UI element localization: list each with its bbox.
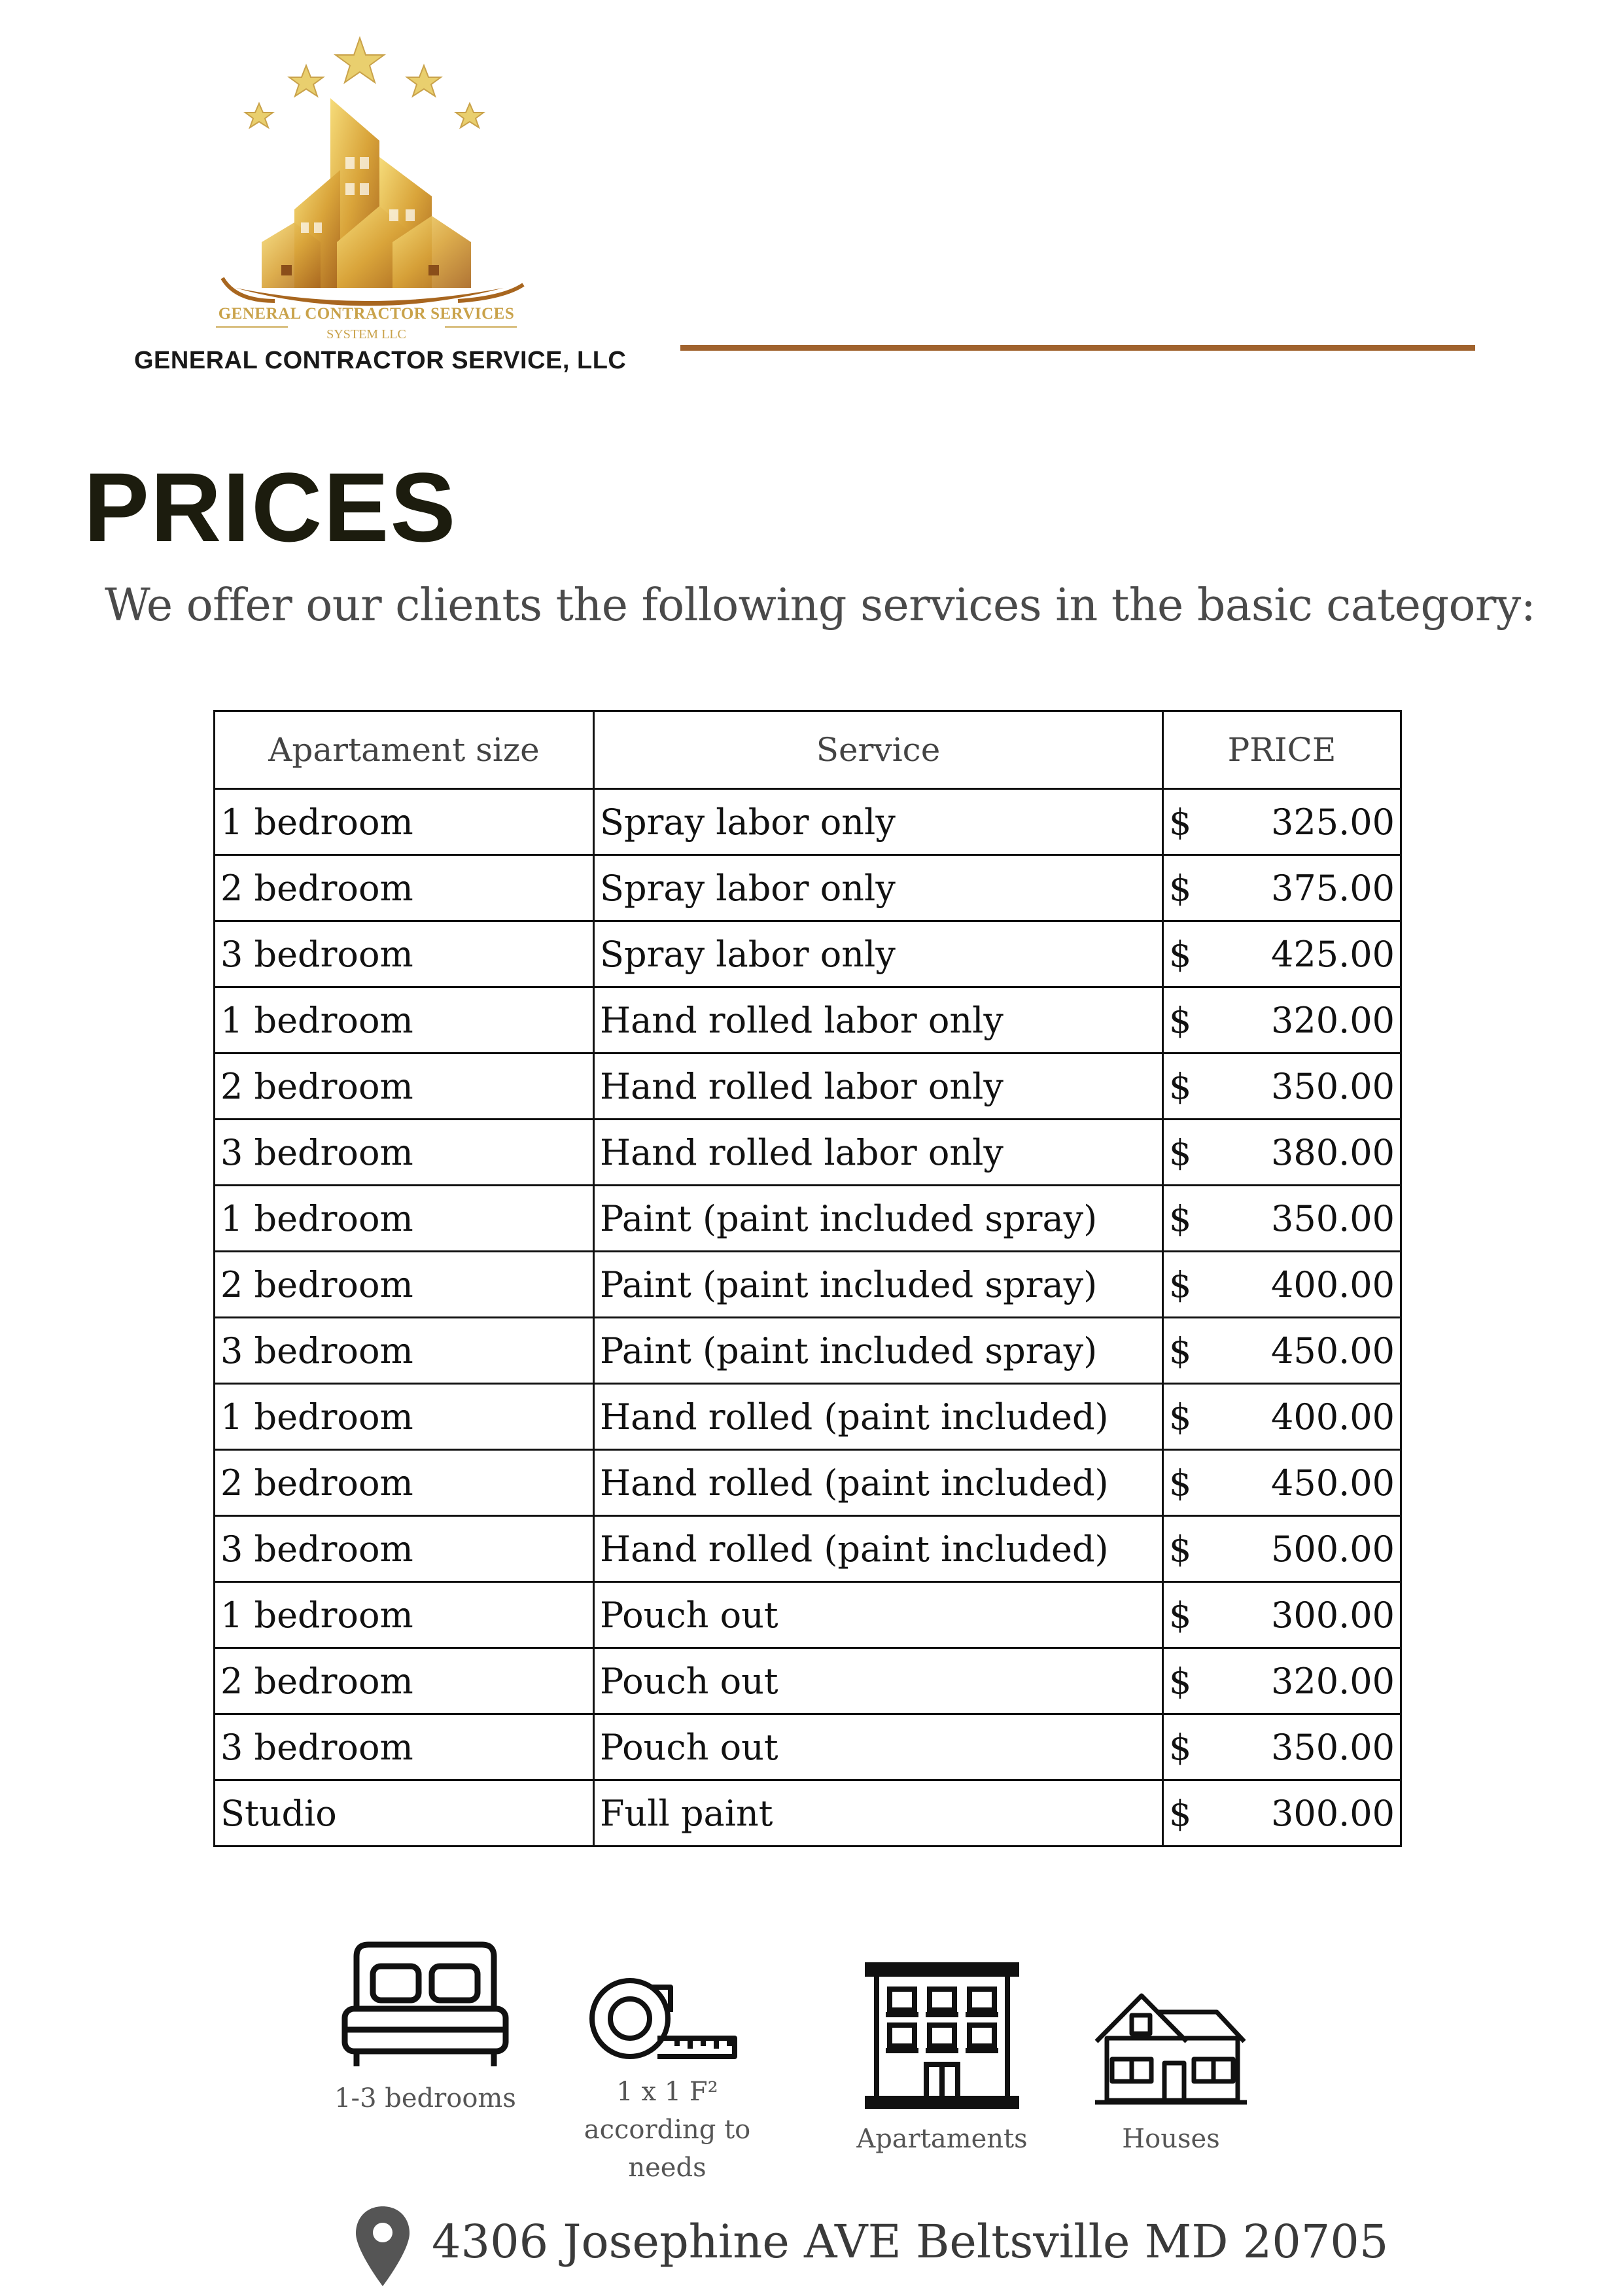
- cell-price: [1163, 1450, 1401, 1516]
- price-amount: 300.00: [1271, 1792, 1395, 1834]
- currency-symbol: $: [1169, 1330, 1192, 1371]
- table-row: [215, 1053, 1401, 1120]
- currency-symbol: $: [1169, 1660, 1192, 1702]
- table-row: [215, 789, 1401, 855]
- currency-symbol: $: [1169, 867, 1192, 909]
- logo-subtext: SYSTEM LLC: [326, 327, 406, 342]
- currency-symbol: $: [1169, 1197, 1192, 1239]
- currency-symbol: $: [1169, 1462, 1192, 1504]
- table-row: [215, 1516, 1401, 1582]
- area-label: [566, 2073, 769, 2187]
- cell-apartment-size: 2 bedroom: [215, 1053, 594, 1120]
- price-amount: 400.00: [1271, 1396, 1395, 1438]
- cell-service: Pouch out: [594, 1582, 1163, 1648]
- cell-apartment-size: 3 bedroom: [215, 921, 594, 987]
- currency-symbol: $: [1169, 1594, 1192, 1636]
- price-amount: 450.00: [1271, 1330, 1395, 1371]
- column-header-size: Apartament size: [215, 711, 594, 789]
- table-row: [215, 987, 1401, 1053]
- cell-service: Paint (paint included spray): [594, 1186, 1163, 1252]
- cell-apartment-size: 2 bedroom: [215, 1252, 594, 1318]
- price-amount: 375.00: [1271, 867, 1395, 909]
- table-row: [215, 1714, 1401, 1780]
- cell-apartment-size: Studio: [215, 1780, 594, 1846]
- cell-price: [1163, 987, 1401, 1053]
- cell-apartment-size: 2 bedroom: [215, 855, 594, 921]
- currency-symbol: $: [1169, 1263, 1192, 1305]
- cell-apartment-size: 2 bedroom: [215, 1648, 594, 1714]
- cell-service: Spray labor only: [594, 789, 1163, 855]
- apartments-label: Apartaments: [856, 2124, 1028, 2154]
- table-row: [215, 1648, 1401, 1714]
- cell-price: [1163, 1318, 1401, 1384]
- table-header-row: [215, 711, 1401, 789]
- bedrooms-label: 1-3 bedrooms: [334, 2083, 516, 2113]
- cell-apartment-size: 1 bedroom: [215, 1384, 594, 1450]
- price-amount: 300.00: [1271, 1594, 1395, 1636]
- column-header-price: PRICE: [1163, 711, 1401, 789]
- cell-price: [1163, 1648, 1401, 1714]
- cell-apartment-size: 3 bedroom: [215, 1318, 594, 1384]
- cell-service: Hand rolled (paint included): [594, 1384, 1163, 1450]
- cell-apartment-size: 3 bedroom: [215, 1120, 594, 1186]
- cell-service: Pouch out: [594, 1648, 1163, 1714]
- cell-price: [1163, 1384, 1401, 1450]
- cell-price: [1163, 1582, 1401, 1648]
- cell-price: [1163, 1252, 1401, 1318]
- price-amount: 325.00: [1271, 801, 1395, 843]
- currency-symbol: $: [1169, 999, 1192, 1041]
- table-row: [215, 1252, 1401, 1318]
- table-row: [215, 1318, 1401, 1384]
- cell-apartment-size: 2 bedroom: [215, 1450, 594, 1516]
- page-title: PRICES: [84, 452, 457, 562]
- cell-price: [1163, 921, 1401, 987]
- cell-service: Hand rolled labor only: [594, 1053, 1163, 1120]
- price-amount: 425.00: [1271, 933, 1395, 975]
- price-amount: 500.00: [1271, 1528, 1395, 1570]
- cell-service: Spray labor only: [594, 855, 1163, 921]
- table-row: [215, 921, 1401, 987]
- cell-apartment-size: 1 bedroom: [215, 987, 594, 1053]
- cell-price: [1163, 1714, 1401, 1780]
- cell-price: [1163, 1186, 1401, 1252]
- price-table: [213, 710, 1402, 1847]
- currency-symbol: $: [1169, 1528, 1192, 1570]
- cell-service: Hand rolled labor only: [594, 987, 1163, 1053]
- table-row: [215, 855, 1401, 921]
- cell-service: Hand rolled labor only: [594, 1120, 1163, 1186]
- cell-service: Pouch out: [594, 1714, 1163, 1780]
- cell-price: [1163, 855, 1401, 921]
- cell-price: [1163, 1516, 1401, 1582]
- price-amount: 450.00: [1271, 1462, 1395, 1504]
- table-row: [215, 1120, 1401, 1186]
- area-label-line: according to: [584, 2115, 751, 2145]
- company-logo: [196, 26, 536, 340]
- currency-symbol: $: [1169, 1792, 1192, 1834]
- header-divider: [680, 345, 1475, 351]
- cell-service: Hand rolled (paint included): [594, 1450, 1163, 1516]
- price-amount: 320.00: [1271, 999, 1395, 1041]
- table-row: [215, 1450, 1401, 1516]
- table-row: [215, 1780, 1401, 1846]
- tape-measure-icon: [585, 1973, 742, 2071]
- price-amount: 380.00: [1271, 1131, 1395, 1173]
- currency-symbol: $: [1169, 1726, 1192, 1768]
- price-amount: 350.00: [1271, 1726, 1395, 1768]
- table-row: [215, 1582, 1401, 1648]
- area-label-line: needs: [628, 2153, 707, 2183]
- cell-apartment-size: 3 bedroom: [215, 1714, 594, 1780]
- house-icon: [1092, 1986, 1249, 2110]
- price-amount: 400.00: [1271, 1263, 1395, 1305]
- bed-icon: [337, 1937, 514, 2074]
- page-subtitle: We offer our clients the following services in the basic category:: [105, 580, 1536, 631]
- cell-apartment-size: 1 bedroom: [215, 1582, 594, 1648]
- currency-symbol: $: [1169, 801, 1192, 843]
- area-label-line: 1 x 1 F²: [616, 2077, 718, 2107]
- cell-apartment-size: 1 bedroom: [215, 1186, 594, 1252]
- cell-apartment-size: 1 bedroom: [215, 789, 594, 855]
- currency-symbol: $: [1169, 1396, 1192, 1438]
- apartment-building-icon: [864, 1960, 1021, 2110]
- table-row: [215, 1384, 1401, 1450]
- logo-text: GENERAL CONTRACTOR SERVICES: [218, 305, 515, 323]
- houses-label: Houses: [1122, 2124, 1220, 2154]
- price-amount: 320.00: [1271, 1660, 1395, 1702]
- cell-price: [1163, 789, 1401, 855]
- cell-price: [1163, 1053, 1401, 1120]
- star-icon: [245, 38, 483, 128]
- location-pin-icon: [353, 2204, 412, 2289]
- currency-symbol: $: [1169, 1131, 1192, 1173]
- price-amount: 350.00: [1271, 1197, 1395, 1239]
- currency-symbol: $: [1169, 1065, 1192, 1107]
- cell-service: Full paint: [594, 1780, 1163, 1846]
- price-amount: 350.00: [1271, 1065, 1395, 1107]
- cell-price: [1163, 1780, 1401, 1846]
- cell-service: Hand rolled (paint included): [594, 1516, 1163, 1582]
- cell-service: Paint (paint included spray): [594, 1318, 1163, 1384]
- company-name: GENERAL CONTRACTOR SERVICE, LLC: [134, 347, 627, 374]
- table-row: [215, 1186, 1401, 1252]
- address-text: 4306 Josephine AVE Beltsville MD 20705: [432, 2215, 1389, 2269]
- cell-service: Paint (paint included spray): [594, 1252, 1163, 1318]
- cell-apartment-size: 3 bedroom: [215, 1516, 594, 1582]
- cell-service: Spray labor only: [594, 921, 1163, 987]
- currency-symbol: $: [1169, 933, 1192, 975]
- cell-price: [1163, 1120, 1401, 1186]
- column-header-service: Service: [594, 711, 1163, 789]
